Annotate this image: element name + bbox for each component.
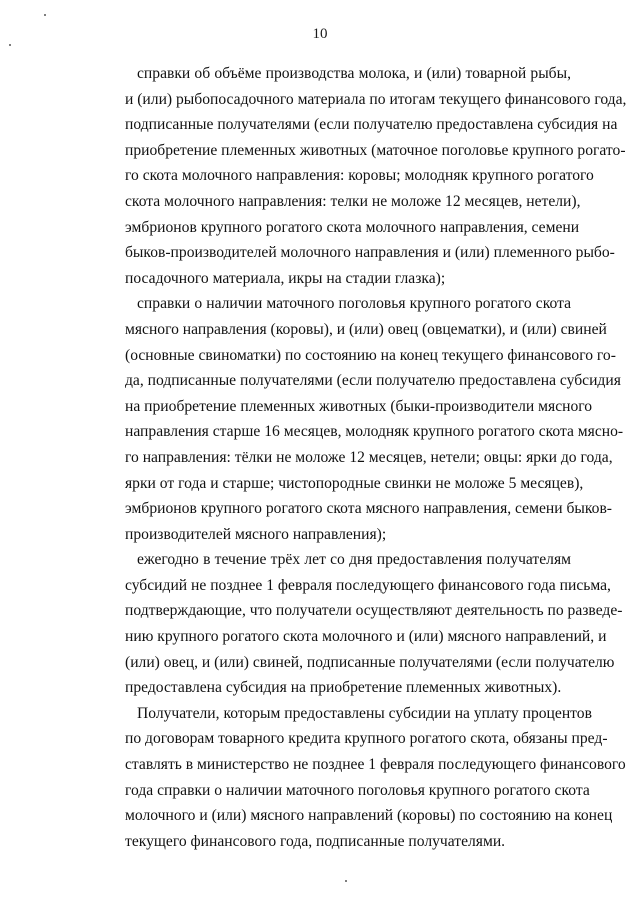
paragraph [113,701,626,855]
scan-speck [9,44,11,46]
text-line: посадочного материала, икры на стадии глазка); [125,269,446,287]
text-line: предоставлена субсидия на приобретение племенных животных). [125,679,562,697]
body-text [113,61,627,854]
text-line: нию крупного рогатого скота молочного и (или) мясного направлений, и [125,628,607,646]
text-line: быков-производителей молочного направления и (или) племенного рыбо- [125,244,615,262]
text-line: молочного и (или) мясного направлений (коровы) по состоянию на конец [125,807,613,825]
text-line: эмбрионов крупного рогатого скота молочного направления, семени [125,218,580,236]
text-line: ежегодно в течение трёх лет со дня предоставления получателям [137,551,571,569]
text-line: да, подписанные получателями (если получателю предоставлена субсидия [125,372,621,390]
text-line: производителей мясного направления); [125,525,387,543]
text-line: подписанные получателями (если получателю предоставлена субсидия на [125,116,618,134]
text-line: ставлять в министерство не позднее 1 февраля последующего финансового [125,756,626,774]
text-line: мясного направления (коровы), и (или) овец (овцематки), и (или) свиней [125,320,607,338]
text-line: справки о наличии маточного поголовья крупного рогатого скота [137,295,571,313]
text-line: го направления: тёлки не моложе 12 месяцев, нетели; овцы: ярки до года, [125,448,613,466]
text-line: года справки о наличии маточного поголовья крупного рогатого скота [125,781,590,799]
text-line: субсидий не позднее 1 февраля последующего финансового года письма, [125,576,611,594]
text-line: (основные свиноматки) по состоянию на конец текущего финансового го- [125,346,616,364]
text-line: скота молочного направления: телки не моложе 12 месяцев, нетели), [125,192,581,210]
paragraph [113,547,623,701]
paragraph [113,61,627,291]
text-line: и (или) рыбопосадочного материала по итогам текущего финансового года, [125,90,627,108]
text-line: приобретение племенных животных (маточное поголовье крупного рогато- [125,141,626,159]
scan-speck [44,14,46,16]
text-line: текущего финансового года, подписанные получателями. [125,832,506,850]
text-line: по договорам товарного кредита крупного рогатого скота, обязаны пред- [125,730,608,748]
text-line: го скота молочного направления: коровы; молодняк крупного рогатого [125,167,594,185]
text-line: (или) овец, и (или) свиней, подписанные получателями (если получателю [125,653,615,671]
text-line: подтверждающие, что получатели осуществляют деятельность по разведе- [125,602,623,620]
text-line: направления старше 16 месяцев, молодняк крупного рогатого скота мясно- [125,423,624,441]
text-line: Получатели, которым предоставлены субсидии на уплату процентов [137,704,592,722]
page-number: 10 [312,26,328,42]
paragraph [113,291,624,547]
text-line: на приобретение племенных животных (быки-производители мясного [125,397,593,415]
scan-speck [345,880,347,882]
text-line: справки об объёме производства молока, и (или) товарной рыбы, [137,65,571,82]
text-line: ярки от года и старше; чистопородные свинки не моложе 5 месяцев), [125,474,584,492]
text-line: эмбрионов крупного рогатого скота мясного направления, семени быков- [125,500,612,518]
